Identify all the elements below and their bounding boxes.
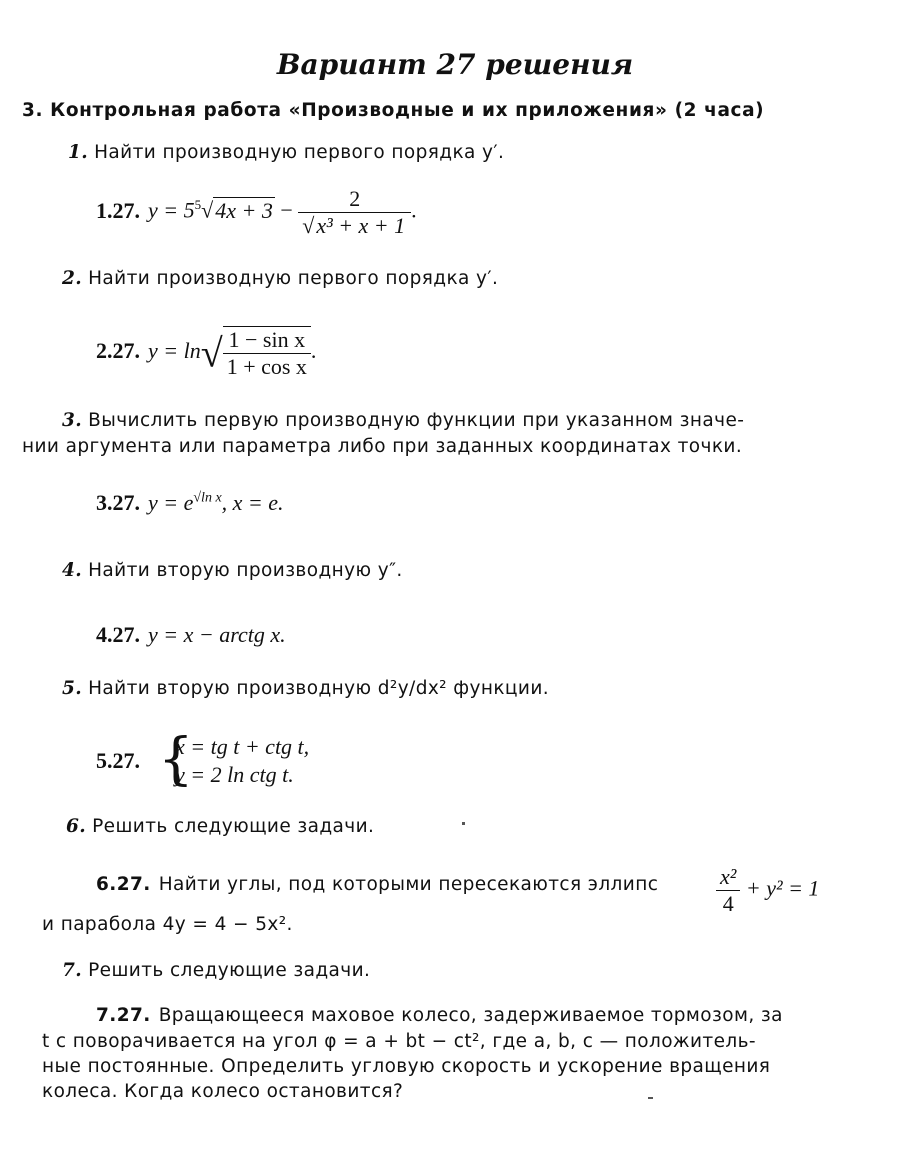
radicand: 4x + 3 — [215, 197, 273, 223]
exponent: √ln x — [193, 490, 222, 506]
problem-text: Найти углы, под которыми пересекаются эллипс — [158, 874, 659, 895]
problem-6-line2: и парабола 4y = 4 − 5x². — [42, 914, 293, 935]
problem-label: 2.27. — [96, 338, 140, 364]
problem-label: 5.27. — [96, 748, 140, 773]
problem-7-27 — [96, 1005, 783, 1026]
fraction — [223, 326, 311, 380]
task-7 — [62, 960, 370, 981]
problem-3-27 — [96, 490, 284, 516]
task-number: 5. — [62, 678, 83, 699]
period: . — [411, 197, 417, 223]
task-text-line1: Вычислить первую производную функции при указанном значе- — [88, 410, 745, 431]
problem-4-27 — [96, 622, 286, 648]
page-title: Вариант 27 решения — [276, 48, 634, 81]
problem-7-line4: колеса. Когда колесо остановится? — [42, 1081, 404, 1102]
numerator: 1 − sin x — [228, 327, 306, 352]
problem-6-27 — [96, 874, 658, 895]
root-index: 5 — [194, 197, 202, 213]
problem-7-line2: t с поворачивается на угол φ = a + bt − ct², где a, b, c — положитель- — [42, 1031, 756, 1052]
task-5 — [62, 678, 549, 699]
task-number: 7. — [62, 960, 83, 981]
task-text: Найти вторую производную d²y/dx² функции. — [88, 678, 550, 699]
problem-label: 6.27. — [96, 874, 151, 895]
formula-lhs: y = 5 — [148, 197, 195, 223]
problem-5-27 — [96, 748, 148, 774]
numerator: x² — [720, 864, 737, 889]
task-6 — [66, 816, 374, 837]
system-line1: x = tg t + ctg t, — [175, 734, 310, 759]
formula-lhs: y = e — [148, 490, 194, 515]
numerator: 2 — [349, 186, 361, 211]
scan-speck — [648, 1097, 653, 1099]
task-number: 4. — [62, 560, 83, 581]
formula-rest: , x = e. — [221, 490, 284, 515]
ellipse-formula — [716, 864, 819, 917]
fraction — [716, 864, 740, 917]
task-number: 3. — [62, 410, 83, 431]
denominator: 1 + cos x — [223, 353, 311, 380]
task-number: 1. — [68, 142, 89, 163]
task-number: 6. — [66, 816, 87, 837]
problem-1-27: 1.27. $y = 5^5√4x + 3$ − $\frac{2}{\text{√x³ + x + 1}}$ . — [96, 186, 417, 238]
period: . — [310, 338, 317, 364]
task-text: Найти производную первого порядка y′. — [94, 142, 505, 163]
problem-7-line3: ные постоянные. Определить угловую скорость и ускорение вращения — [42, 1056, 771, 1077]
problem-label: 4.27. — [96, 622, 140, 647]
task-1 — [68, 142, 504, 163]
fraction: $\frac{2}{\text{√x³ + x + 1}}$ — [298, 186, 411, 239]
minus-sign: − — [280, 197, 293, 223]
task-2 — [62, 268, 498, 289]
problem-line1: Вращающееся маховое колесо, задерживаемое тормозом, за — [158, 1005, 783, 1026]
ellipse-rest: + y² = 1 — [745, 875, 820, 901]
task-3 — [62, 410, 744, 431]
denominator: x³ + x + 1 — [316, 213, 406, 238]
denominator: 4 — [716, 890, 740, 917]
formula: y = x − arctg x. — [148, 622, 286, 647]
problem-label: 1.27. — [96, 197, 140, 223]
section-heading: 3. Контрольная работа «Производные и их приложения» (2 часа) — [22, 100, 765, 121]
problem-2-27: 2.27. y = ln√ $\frac{\text{1 − sin x}}{\text{1 + cos x}}$ . — [96, 327, 317, 379]
problem-label: 3.27. — [96, 490, 140, 515]
system-line2: y = 2 ln ctg t. — [175, 762, 294, 787]
task-text: Решить следующие задачи. — [88, 960, 371, 981]
scan-speck — [462, 822, 465, 825]
task-text: Найти вторую производную y″. — [88, 560, 403, 581]
task-number: 2. — [62, 268, 83, 289]
formula-lhs: y = ln — [148, 338, 201, 364]
task-text: Решить следующие задачи. — [92, 816, 375, 837]
task-text: Найти производную первого порядка y′. — [88, 268, 499, 289]
system-brace: { — [158, 727, 194, 792]
task-4 — [62, 560, 403, 581]
problem-label: 7.27. — [96, 1005, 151, 1026]
task-3-line2: нии аргумента или параметра либо при заданных координатах точки. — [22, 436, 743, 457]
